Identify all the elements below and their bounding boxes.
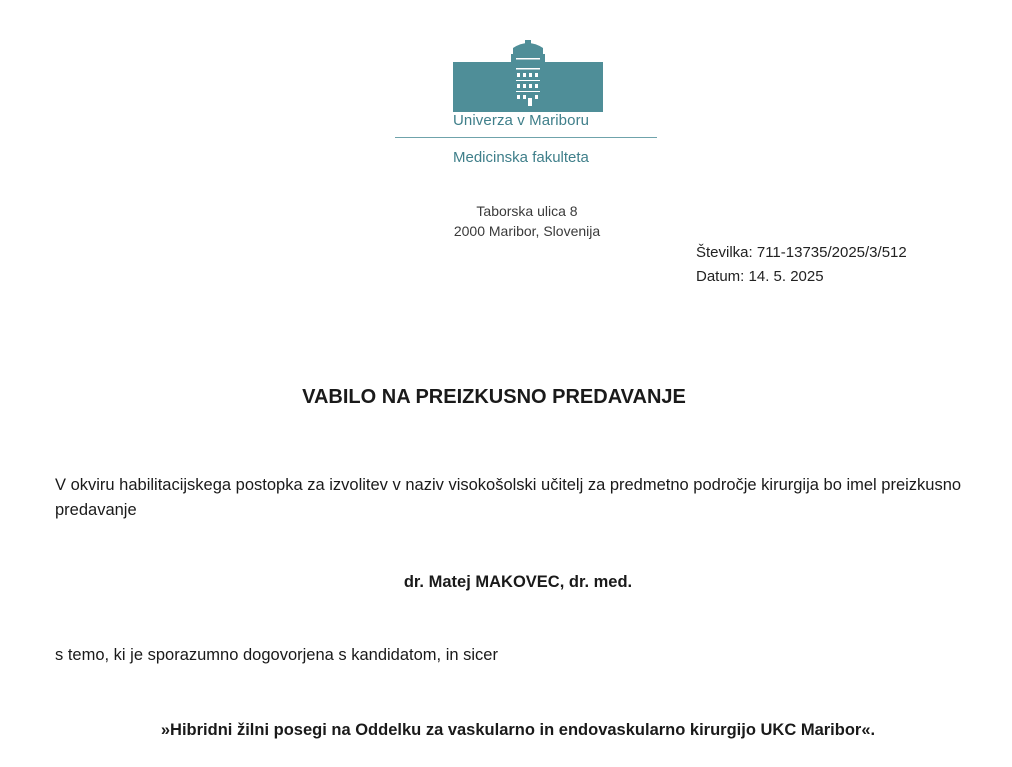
logo-divider [395, 137, 657, 138]
university-name: Univerza v Mariboru [453, 112, 590, 129]
document-date: Datum: 14. 5. 2025 [696, 268, 824, 285]
university-building-icon [453, 40, 603, 112]
topic-intro: s temo, ki je sporazumno dogovorjena s kandidatom, in sicer [55, 646, 498, 664]
lecture-topic: »Hibridni žilni posegi na Oddelku za vaskularno in endovaskularno kirurgijo UKC Maribor«. [160, 721, 876, 739]
university-logo [453, 40, 603, 112]
faculty-name: Medicinska fakulteta [453, 149, 589, 166]
address-block [432, 201, 622, 241]
address-line-street: Taborska ulica 8 [476, 203, 578, 219]
intro-paragraph: V okviru habilitacijskega postopka za izvolitev v naziv visokošolski učitelj za predmetno področje kirurgija bo imel preizkusno predavanje [55, 476, 962, 519]
document-number: Številka: 711-13735/2025/3/512 [696, 244, 907, 261]
address-line-city: 2000 Maribor, Slovenija [453, 223, 601, 239]
document-title: VABILO NA PREIZKUSNO PREDAVANJE [302, 386, 686, 408]
reference-block [696, 241, 907, 289]
candidate-name: dr. Matej MAKOVEC, dr. med. [403, 573, 633, 591]
